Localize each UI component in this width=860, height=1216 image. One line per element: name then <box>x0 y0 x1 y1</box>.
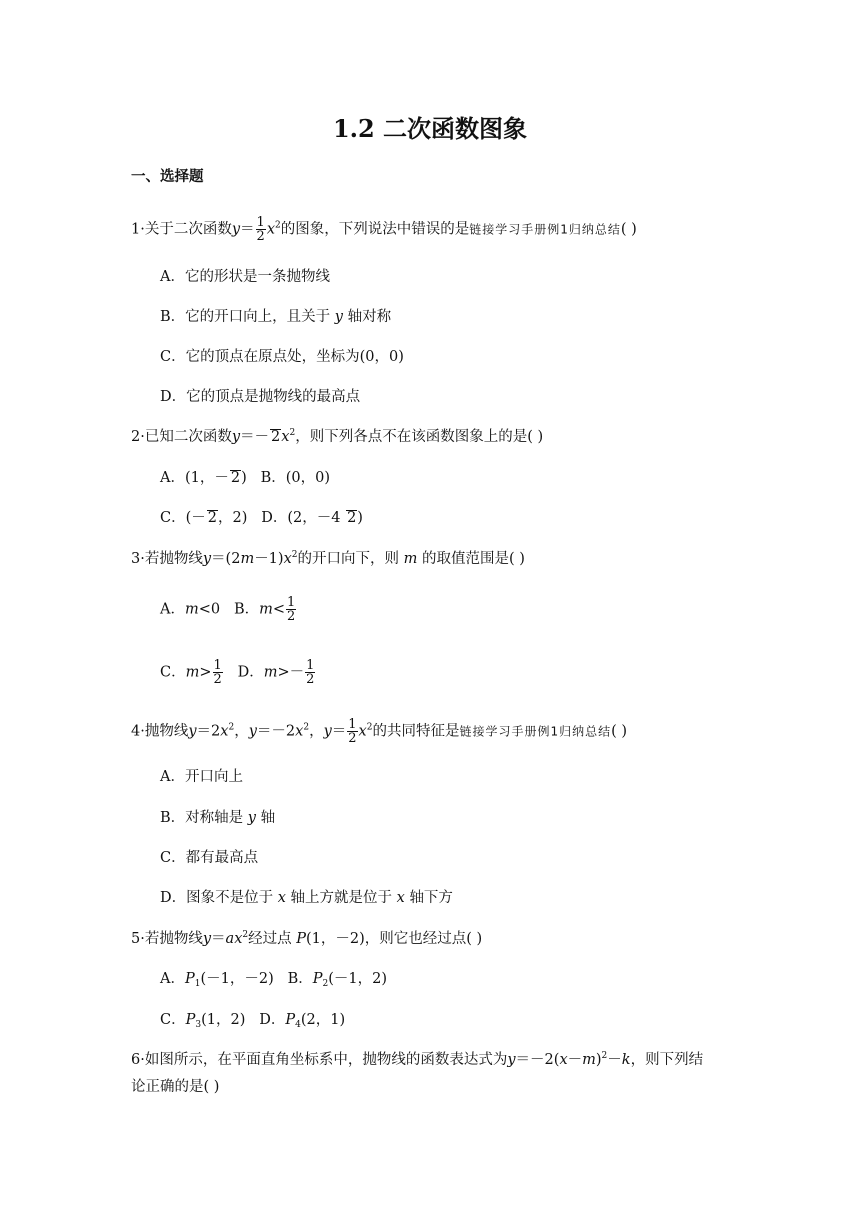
question-6: 6·如图所示，在平面直角坐标系中，抛物线的函数表达式为$y=-2(x-m)^2-k$，则下列结 <box>131 1051 704 1068</box>
answer-blank: ( ) <box>508 551 525 567</box>
question-text: 已知二次函数 <box>144 429 232 445</box>
question-5: 5·若抛物线$y=ax^2$经过点 P(1，－2)，则它也经过点( ) <box>131 930 483 947</box>
options-cd: C．m> $\frac{1}{2}$ D．m>－ $\frac{1}{2}$ <box>160 658 315 687</box>
question-2: 2·已知二次函数$y=- 2x^2$，则下列各点不在该函数图象上的是( ) <box>131 428 544 445</box>
question-6-line-2: 论正确的是( ) <box>131 1079 220 1095</box>
question-text: 若抛物线 <box>144 551 203 567</box>
question-1: 1·关于二次函数y＝ $\frac{1}{2}$ $x^2$的图象，下列说法中错误的是链接学习手册例1归纳总结( ) <box>131 215 637 244</box>
answer-blank: ( ) <box>611 723 628 740</box>
question-3: 3·若抛物线$y=(2m-1)x^2$的开口向下，则 m 的取值范围是( ) <box>131 550 525 567</box>
page-title: 1.2 二次函数图象 <box>332 114 528 143</box>
fraction: $\frac{1}{2}$ <box>256 215 265 244</box>
link-tag: 链接学习手册例1归纳总结 <box>469 222 621 237</box>
sqrt: 2 <box>271 429 281 445</box>
question-text: 关于二次函数 <box>144 221 232 238</box>
link-tag: 链接学习手册例1归纳总结 <box>459 724 612 739</box>
option-a: A．它的形状是一条抛物线 <box>160 269 330 285</box>
options-ab: A．m<0 B．m< $\frac{1}{2}$ <box>160 595 296 624</box>
question-number: 6 <box>131 1052 141 1068</box>
option-d: D．它的顶点是抛物线的最高点 <box>160 389 361 405</box>
question-number: 1 <box>131 221 141 238</box>
option-b: B．它的开口向上，且关于 y 轴对称 <box>160 309 392 325</box>
answer-blank: ( ) <box>203 1079 220 1095</box>
question-text: ，则下列各点不在该函数图象上的是 <box>295 429 528 445</box>
options-ab: A．(1，－ 2) B．(0，0) <box>160 470 331 486</box>
option-b: B．对称轴是 y 轴 <box>160 810 276 826</box>
option-c: C．都有最高点 <box>160 850 259 866</box>
options-cd: C．(－ 2，2) D．(2，－4 2) <box>160 510 363 526</box>
section-heading: 一、选择题 <box>131 168 204 185</box>
answer-blank: ( ) <box>620 221 637 238</box>
question-number: 5 <box>131 931 141 947</box>
options-cd: C．$P_3(1$，2) D．$P_4(2$，1) <box>160 1012 346 1030</box>
option-d: D．图象不是位于 x 轴上方就是位于 x 轴下方 <box>160 890 453 906</box>
answer-blank: ( ) <box>466 931 483 947</box>
options-ab: A．$P_1(-1$，－2) B．$P_2(-1$，2) <box>160 971 387 989</box>
option-a: A．开口向上 <box>160 769 243 785</box>
question-number: 2 <box>131 429 141 445</box>
question-number: 3 <box>131 551 141 567</box>
option-c: C．它的顶点在原点处，坐标为(0，0) <box>160 349 404 365</box>
question-4: 4·抛物线$y=2x^2$，$y=-2x^2$，y＝ $\frac{1}{2}$ $x^2$的共同特征是链接学习手册例1归纳总结( ) <box>131 717 628 746</box>
question-text: 的图象，下列说法中错误的是 <box>280 221 470 238</box>
question-number: 4 <box>131 723 141 740</box>
answer-blank: ( ) <box>527 429 544 445</box>
